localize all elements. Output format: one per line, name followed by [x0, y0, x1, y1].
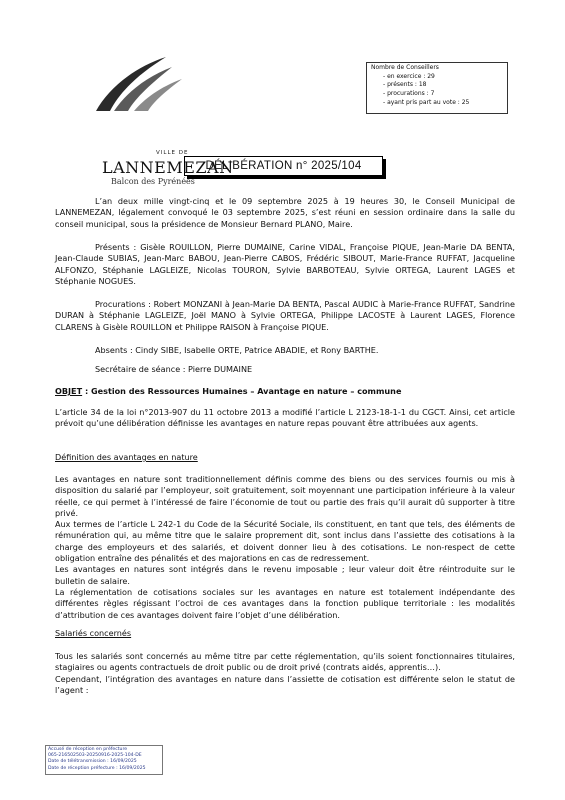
stamp-line: Date de réception préfecture : 16/09/2025	[48, 765, 146, 771]
logo-swoosh-icon	[90, 55, 200, 113]
article-text: L’article 34 de la loi n°2013-907 du 11 octobre 2013 a modifié l’article L 2123-18-1-1 du CGCT. Ainsi, cet article prévoit qu’une délibération définisse les avantages en nature repas pouvant être attribuées aux agents.	[55, 407, 515, 429]
stamp-line: 065-216502503-20250916-2025-104-DE	[48, 753, 142, 759]
presents-text: Présents : Gisèle ROUILLON, Pierre DUMAINE, Carine VIDAL, Françoise PIQUE, Jean-Marie DA BENTA, Jean-Claude SUBIAS, Jean-Marc BABOU, Jean-Pierre CABOS, Frédéric SIBOUT, Marie-France RUFFAT, Jacqueline ALFONZO, Stéphanie LAGLEIZE, Nicolas TOURON, Sylvie BARBOTEAU, Sylvie ORTEGA, Laurent LAGES et Stéphanie NOGUES.	[55, 242, 515, 286]
definition-section	[55, 474, 515, 621]
absents-paragraph	[55, 345, 515, 356]
salaries-paragraph: Tous les salariés sont concernés au même titre par cette réglementation, qu’ils soient fonctionnaires titulaires, stagiaires ou agents contractuels de droit public ou de droit privé (contrats aidés, apprentis…).	[55, 651, 515, 673]
secretaire-paragraph	[55, 364, 515, 375]
definition-paragraph: Aux termes de l’article L 242-1 du Code de la Sécurité Sociale, ils constituent, en tant que tels, des éléments de rémunération qui, au même titre que le salaire proprement dit, sont inclus dans l’assiette des cotisations à la charge des employeurs et des salariés, et doivent donner lieu à des cotisations. Le non-respect de cette obligation entraîne des pénalités et des majorations en cas de redressement.	[55, 519, 515, 564]
procurations-text: Procurations : Robert MONZANI à Jean-Marie DA BENTA, Pascal AUDIC à Marie-France RUFFAT, Sandrine DURAN à Stéphanie LAGLEIZE, Joël MANO à Sylvie ORTEGA, Philippe LACOSTE à Laurent LAGES, Florence CLARENS à Gisèle ROUILLON et Philippe RAISON à Françoise PIQUE.	[55, 299, 515, 332]
definition-heading-text: Définition des avantages en nature	[55, 452, 198, 462]
counsel-title: Nombre de Conseillers	[371, 64, 439, 71]
presents-paragraph	[55, 242, 515, 287]
salaries-heading-text: Salariés concernés	[55, 628, 132, 638]
logo-city-name: LANNEMEZAN	[102, 158, 234, 177]
salaries-heading	[55, 628, 515, 639]
deliberation-title: DÉLIBÉRATION n° 2025/104	[184, 156, 383, 176]
salaries-section	[55, 651, 515, 696]
counsel-line: - en exercice : 29	[383, 72, 435, 80]
definition-heading	[55, 452, 515, 463]
objet-text: : Gestion des Ressources Humaines – Avantage en nature – commune	[82, 386, 402, 396]
counsel-count-box	[366, 62, 508, 114]
absents-text: Absents : Cindy SIBE, Isabelle ORTE, Patrice ABADIE, et Rony BARTHE.	[95, 345, 379, 355]
counsel-line: - présents : 18	[383, 81, 427, 89]
counsel-line: - procurations : 7	[383, 90, 435, 98]
intro-text: L’an deux mille vingt-cinq et le 09 septembre 2025 à 19 heures 30, le Conseil Municipal de LANNEMEZAN, légalement convoqué le 03 septembre 2025, s’est réuni en session ordinaire dans la salle du conseil municipal, sous la présidence de Monsieur Bernard PLANO, Maire.	[55, 196, 515, 229]
definition-paragraph: Les avantages en natures sont intégrés dans le revenu imposable ; leur valeur doit être réintroduite sur le bulletin de salaire.	[55, 564, 515, 586]
logo-tagline: Balcon des Pyrénées	[111, 177, 195, 186]
salaries-paragraph: Cependant, l’intégration des avantages en nature dans l’assiette de cotisation est différente selon le statut de l’agent :	[55, 673, 515, 695]
article-paragraph	[55, 407, 515, 430]
prefecture-receipt-stamp	[45, 745, 163, 775]
logo-ville-text: VILLE DE	[156, 150, 189, 156]
definition-paragraph: Les avantages en nature sont traditionnellement définis comme des biens ou des services fournis ou mis à disposition du salarié par l’employeur, soit gratuitement, soit moyennant une participation inférieure à la valeur réelle, ce qui permet à l’intéressé de faire l’économie de tout ou partie des frais qu’il aurait dû supporter à titre privé.	[55, 474, 515, 518]
counsel-line: - ayant pris part au vote : 25	[383, 98, 470, 106]
procurations-paragraph	[55, 299, 515, 333]
stamp-line: Accusé de réception en préfecture	[48, 747, 128, 752]
stamp-line: Date de télétransmission : 16/09/2025	[48, 759, 137, 765]
objet-label: OBJET	[55, 386, 83, 396]
objet-line	[55, 386, 515, 397]
definition-paragraph: La réglementation de cotisations sociales sur les avantages en nature est totalement indépendante des différentes règles régissant l’octroi de ces avantages dans la fonction publique territoriale : les modalités d’attribution de ces avantages doivent faire l’objet d’une délibération.	[55, 586, 515, 620]
intro-paragraph	[55, 196, 515, 230]
secretaire-text: Secrétaire de séance : Pierre DUMAINE	[95, 364, 253, 374]
